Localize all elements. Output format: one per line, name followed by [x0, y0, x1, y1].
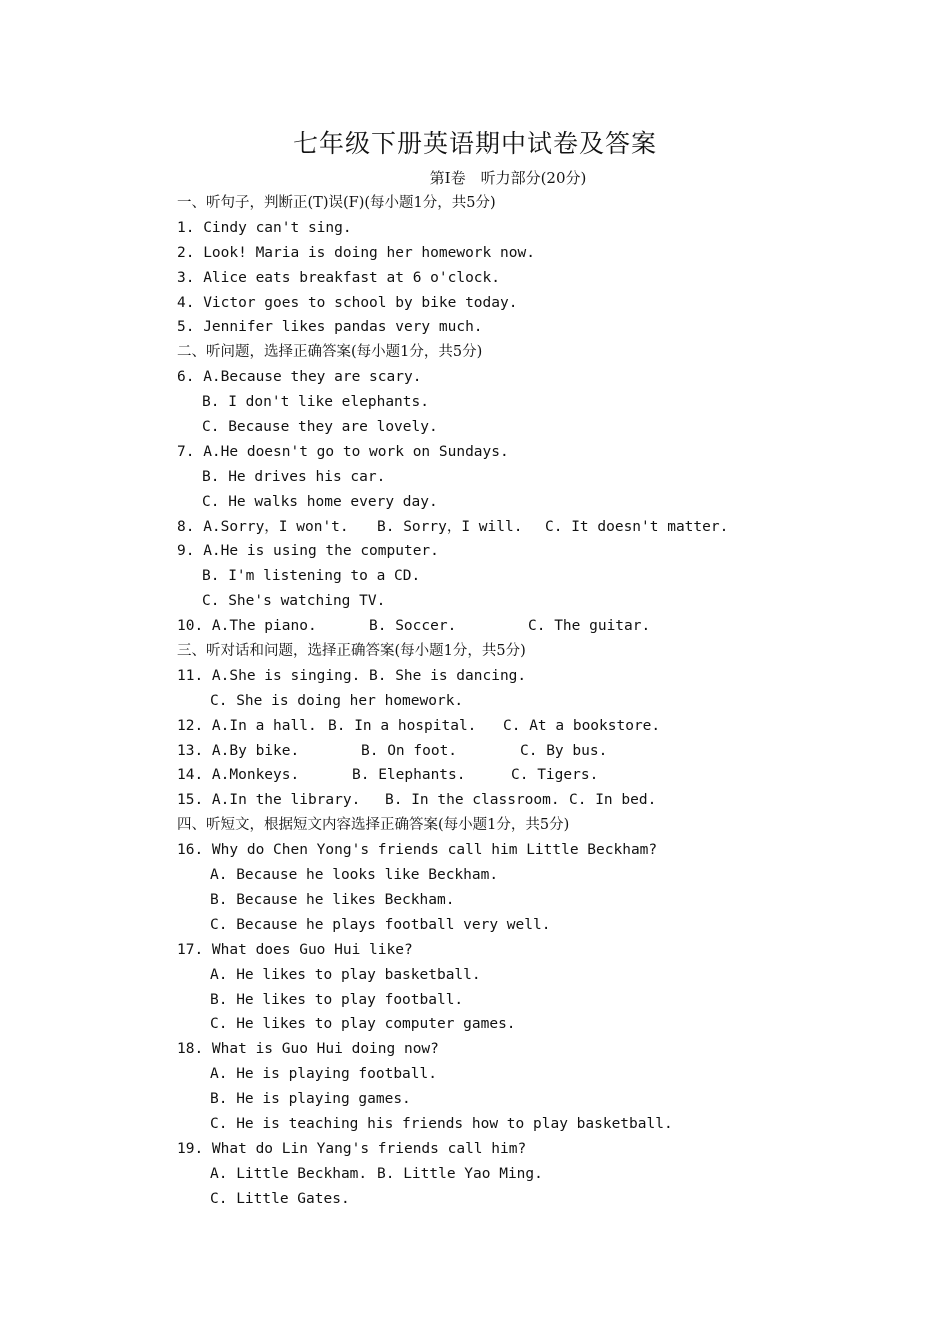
question-19-option-a: A. Little Beckham.	[210, 1165, 368, 1182]
question-8-option-b: B. Sorry，I will.	[377, 518, 523, 535]
question-11-option-b: B. She is dancing.	[369, 667, 527, 684]
question-13	[177, 739, 897, 764]
question-12-option-a: 12. A.In a hall.	[177, 717, 317, 734]
question-18: 18. What is Guo Hui doing now?	[177, 1041, 439, 1058]
question-15-option-a: 15. A.In the library.	[177, 792, 361, 809]
part-subtitle: 第Ⅰ卷 听力部分(20分)	[429, 169, 587, 187]
exam-body	[177, 191, 897, 1212]
question-18-option-a: A. He is playing football.	[210, 1066, 437, 1083]
question-17: 17. What does Guo Hui like?	[177, 941, 413, 958]
section-heading-1: 一、听句子，判断正(T)误(F)(每小题1分，共5分)	[177, 195, 496, 211]
question-11	[177, 664, 897, 689]
question-19-option-b: B. Little Yao Ming.	[377, 1165, 543, 1182]
question-14-option-a: 14. A.Monkeys.	[177, 767, 300, 784]
question-7-option-a: 7. A.He doesn't go to work on Sundays.	[177, 443, 509, 460]
question-17-option-b: B. He likes to play football.	[210, 991, 464, 1008]
question-12-option-c: C. At a bookstore.	[503, 717, 661, 734]
question-19: 19. What do Lin Yang's friends call him?	[177, 1140, 527, 1157]
question-9-option-b: B. I'm listening to a CD.	[202, 568, 421, 585]
question-10	[177, 614, 897, 639]
question-9-option-c: C. She's watching TV.	[202, 593, 386, 610]
question-1: 1. Cindy can't sing.	[177, 219, 352, 236]
question-19-options	[177, 1162, 897, 1187]
section-heading-2: 二、听问题，选择正确答案(每小题1分，共5分)	[177, 344, 483, 361]
question-19-option-c: C. Little Gates.	[210, 1190, 350, 1207]
question-14-option-b: B. Elephants.	[352, 767, 466, 784]
question-16: 16. Why do Chen Yong's friends call him Little Beckham?	[177, 842, 658, 859]
question-7-option-c: C. He walks home every day.	[202, 493, 438, 510]
question-10-option-c: C. The guitar.	[528, 618, 651, 635]
question-4: 4. Victor goes to school by bike today.	[177, 294, 518, 311]
section-heading-4: 四、听短文，根据短文内容选择正确答案(每小题1分，共5分)	[177, 817, 570, 834]
question-15-option-c: C. In bed.	[569, 792, 657, 809]
question-8-option-c: C. It doesn't matter.	[545, 518, 729, 535]
question-12	[177, 714, 897, 739]
question-16-option-c: C. Because he plays football very well.	[210, 916, 551, 933]
question-13-option-b: B. On foot.	[361, 742, 458, 759]
question-16-option-b: B. Because he likes Beckham.	[210, 891, 455, 908]
question-2: 2. Look! Maria is doing her homework now.	[177, 244, 535, 261]
question-15	[177, 788, 897, 813]
question-6-option-b: B. I don't like elephants.	[202, 394, 429, 411]
section-heading-3: 三、听对话和问题，选择正确答案(每小题1分，共5分)	[177, 643, 526, 660]
question-10-option-a: 10. A.The piano.	[177, 618, 317, 635]
question-15-option-b: B. In the classroom.	[385, 792, 560, 809]
question-16-option-a: A. Because he looks like Beckham.	[210, 867, 499, 884]
question-6-option-a: 6. A.Because they are scary.	[177, 369, 422, 386]
question-13-option-a: 13. A.By bike.	[177, 742, 300, 759]
question-12-option-b: B. In a hospital.	[328, 717, 477, 734]
question-18-option-c: C. He is teaching his friends how to play basketball.	[210, 1115, 673, 1132]
question-18-option-b: B. He is playing games.	[210, 1091, 411, 1108]
question-17-option-a: A. He likes to play basketball.	[210, 966, 481, 983]
question-9-option-a: 9. A.He is using the computer.	[177, 543, 439, 560]
question-14-option-c: C. Tigers.	[511, 767, 599, 784]
question-6-option-c: C. Because they are lovely.	[202, 419, 438, 436]
question-11-option-c: C. She is doing her homework.	[210, 692, 464, 709]
question-3: 3. Alice eats breakfast at 6 o'clock.	[177, 269, 501, 286]
question-8-option-a: 8. A.Sorry，I won't.	[177, 518, 349, 535]
question-14	[177, 763, 897, 788]
question-10-option-b: B. Soccer.	[369, 618, 457, 635]
page-title: 七年级下册英语期中试卷及答案	[292, 129, 657, 158]
question-13-option-c: C. By bus.	[520, 742, 608, 759]
question-11-option-a: 11. A.She is singing.	[177, 667, 361, 684]
question-8	[177, 515, 897, 540]
question-7-option-b: B. He drives his car.	[202, 468, 386, 485]
question-17-option-c: C. He likes to play computer games.	[210, 1016, 516, 1033]
question-5: 5. Jennifer likes pandas very much.	[177, 319, 483, 336]
